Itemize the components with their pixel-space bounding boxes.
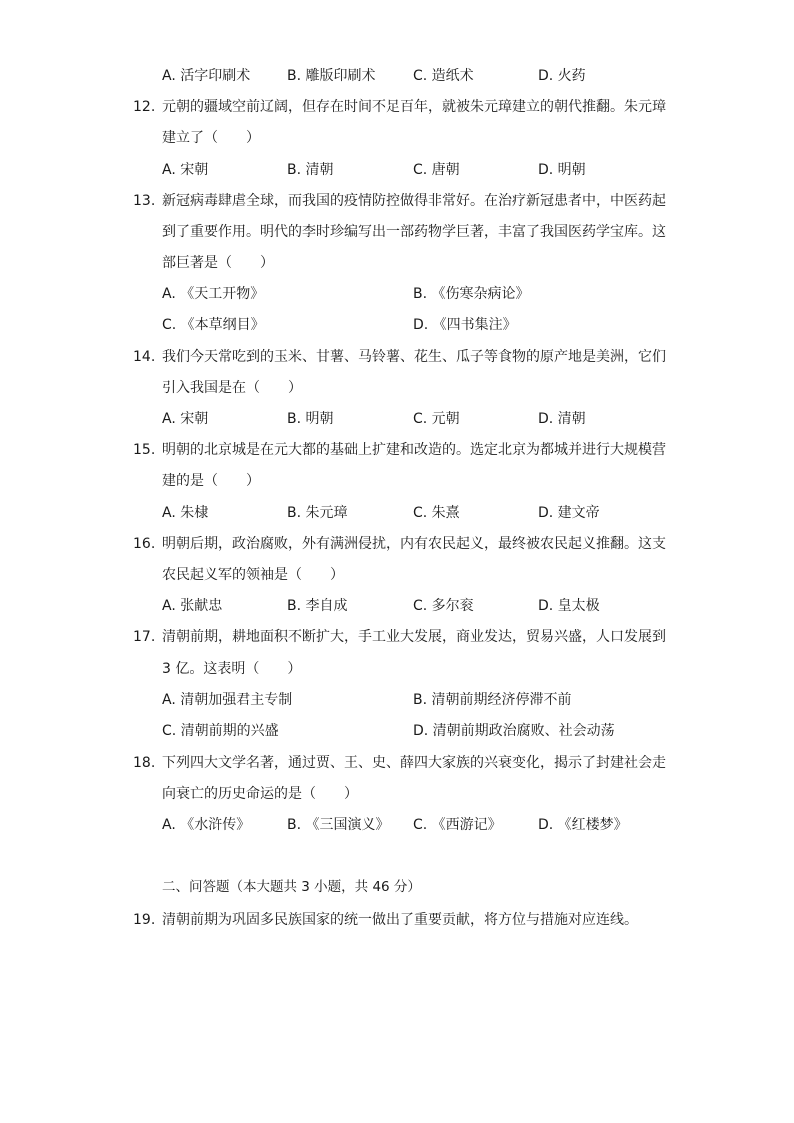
option-d: D. 建文帝 <box>538 505 600 521</box>
option-a: A. 清朝加强君主专制 <box>162 692 293 708</box>
option-d: D. 清朝前期政治腐败、社会动荡 <box>413 723 615 739</box>
option-c: C. 造纸术 <box>413 68 474 84</box>
question-text-line: 引入我国是在（ ） <box>162 380 302 396</box>
question-text-line: 部巨著是（ ） <box>162 255 274 271</box>
option-b: B. 《伤寒杂病论》 <box>413 286 530 302</box>
option-d: D. 《四书集注》 <box>413 317 517 333</box>
option-b: B. 《三国演义》 <box>287 817 390 833</box>
question-text-line: 向衰亡的历史命运的是（ ） <box>162 786 358 802</box>
option-c: C. 《西游记》 <box>413 817 502 833</box>
question-text-line: 农民起义军的领袖是（ ） <box>162 567 344 583</box>
question-text-line: 明朝后期，政治腐败，外有满洲侵扰，内有农民起义，最终被农民起义推翻。这支 <box>162 536 666 552</box>
question-text-line: 清朝前期，耕地面积不断扩大，手工业大发展，商业发达，贸易兴盛，人口发展到 <box>162 629 666 645</box>
question-text-line: 建的是（ ） <box>162 473 260 489</box>
section-heading: 二、问答题（本大题共 3 小题，共 46 分） <box>162 879 421 895</box>
question-text-line: 3 亿。这表明（ ） <box>162 661 302 677</box>
option-d: D. 皇太极 <box>538 598 600 614</box>
option-b: B. 清朝前期经济停滞不前 <box>413 692 572 708</box>
question-number: 19. <box>133 912 156 928</box>
option-d: D. 清朝 <box>538 411 586 427</box>
option-d: D. 明朝 <box>538 162 586 178</box>
option-c: C. 唐朝 <box>413 162 460 178</box>
option-d: D. 《红楼梦》 <box>538 817 628 833</box>
question-number: 18. <box>133 755 156 771</box>
question-number: 17. <box>133 629 156 645</box>
question-text-line: 到了重要作用。明代的李时珍编写出一部药物学巨著，丰富了我国医药学宝库。这 <box>162 224 666 240</box>
option-a: A. 活字印刷术 <box>162 68 251 84</box>
option-a: A. 《水浒传》 <box>162 817 251 833</box>
question-text-line: 清朝前期为巩固多民族国家的统一做出了重要贡献，将方位与措施对应连线。 <box>162 912 638 928</box>
question-text-line: 元朝的疆域空前辽阔，但存在时间不足百年，就被朱元璋建立的朝代推翻。朱元璋 <box>162 99 666 115</box>
option-c: C. 多尔衮 <box>413 598 474 614</box>
option-c: C. 朱熹 <box>413 505 460 521</box>
question-number: 16. <box>133 536 156 552</box>
question-text-line: 下列四大文学名著，通过贾、王、史、薛四大家族的兴衰变化，揭示了封建社会走 <box>162 755 666 771</box>
option-a: A. 张献忠 <box>162 598 223 614</box>
option-b: B. 李自成 <box>287 598 348 614</box>
question-number: 14. <box>133 349 156 365</box>
option-b: B. 清朝 <box>287 162 334 178</box>
question-text-line: 我们今天常吃到的玉米、甘薯、马铃薯、花生、瓜子等食物的原产地是美洲，它们 <box>162 349 666 365</box>
option-d: D. 火药 <box>538 68 586 84</box>
question-text-line: 明朝的北京城是在元大都的基础上扩建和改造的。选定北京为都城并进行大规模营 <box>162 442 666 458</box>
option-b: B. 朱元璋 <box>287 505 348 521</box>
option-a: A. 宋朝 <box>162 411 209 427</box>
option-c: C. 《本草纲目》 <box>162 317 265 333</box>
option-b: B. 明朝 <box>287 411 334 427</box>
option-a: A. 宋朝 <box>162 162 209 178</box>
option-a: A. 朱棣 <box>162 505 209 521</box>
option-a: A. 《天工开物》 <box>162 286 265 302</box>
question-text-line: 建立了（ ） <box>162 130 260 146</box>
option-c: C. 清朝前期的兴盛 <box>162 723 279 739</box>
option-b: B. 雕版印刷术 <box>287 68 376 84</box>
question-number: 12. <box>133 99 156 115</box>
option-c: C. 元朝 <box>413 411 460 427</box>
question-text-line: 新冠病毒肆虐全球，而我国的疫情防控做得非常好。在治疗新冠患者中，中医药起 <box>162 193 666 209</box>
question-number: 13. <box>133 193 156 209</box>
question-number: 15. <box>133 442 156 458</box>
